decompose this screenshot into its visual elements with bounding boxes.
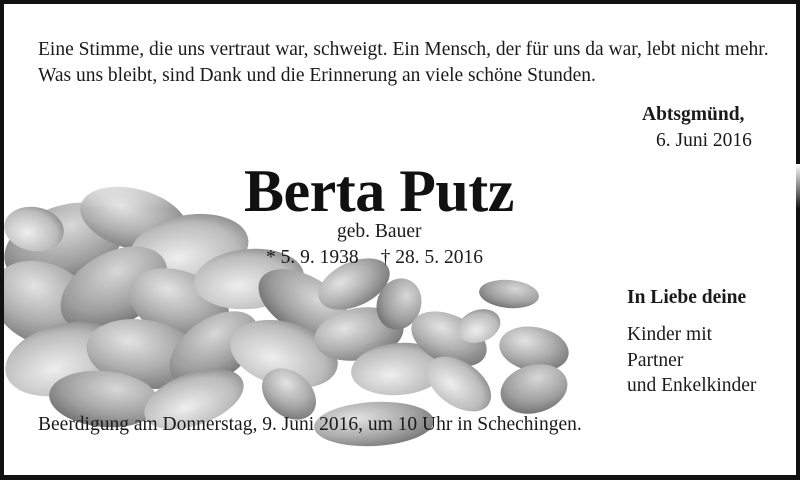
- death-date: † 28. 5. 2016: [380, 247, 483, 268]
- mourner-line: Kinder mit: [627, 324, 713, 345]
- love-line: In Liebe deine: [627, 287, 747, 308]
- mourners-list: [627, 322, 756, 399]
- birth-date: * 5. 9. 1938: [266, 247, 359, 268]
- life-dates: [266, 246, 483, 270]
- funeral-info: Beerdigung am Donnerstag, 9. Juni 2016, um 10 Uhr in Schechingen.: [38, 414, 582, 435]
- mourner-line: und Enkelkinder: [627, 375, 757, 396]
- deceased-name: Berta Putz: [244, 158, 514, 224]
- place-date-block: [642, 102, 752, 154]
- notice-date: 6. Juni 2016: [656, 130, 752, 151]
- intro-text: Eine Stimme, die uns vertraut war, schweigt. Ein Mensch, der für uns da war, lebt nicht mehr. Was uns bleibt, sind Dank und die Erinnerung an viele schöne Stunden.: [38, 39, 769, 86]
- place-name: Abtsgmünd,: [642, 104, 745, 125]
- mourner-line: Partner: [627, 349, 684, 371]
- birth-name: geb. Bauer: [337, 221, 422, 242]
